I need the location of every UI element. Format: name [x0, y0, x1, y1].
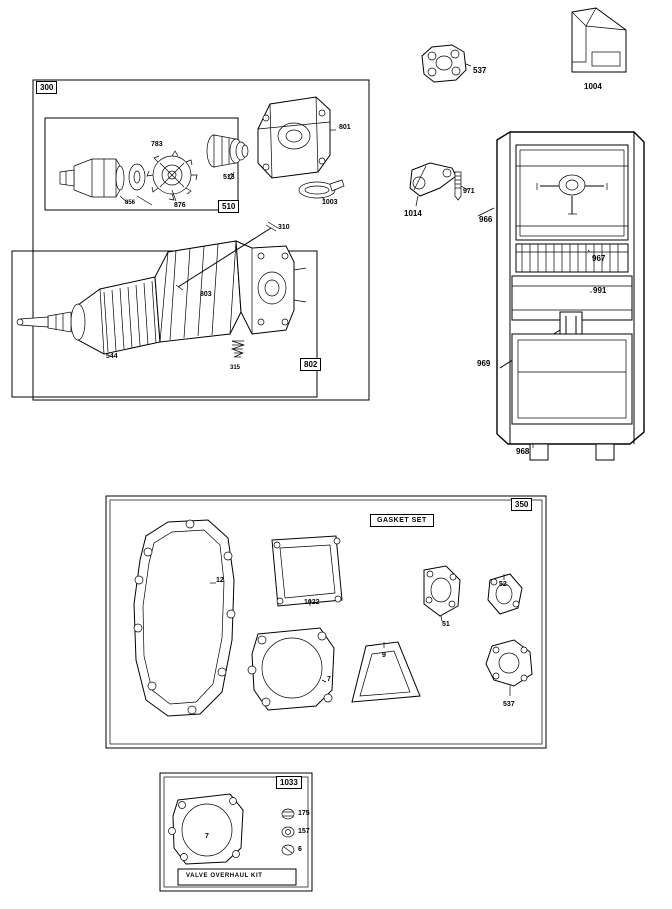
- callout-310: 310: [278, 224, 290, 231]
- callout-876: 876: [174, 202, 186, 209]
- callout-1014: 1014: [404, 209, 422, 218]
- callout-7-valve: 7: [205, 833, 209, 840]
- gasket-51: [424, 566, 460, 621]
- callout-175: 175: [298, 810, 310, 817]
- callout-6: 6: [298, 846, 302, 853]
- gasket-537-top: [422, 45, 471, 82]
- spring-315: [232, 341, 244, 357]
- callout-967: 967: [592, 254, 606, 263]
- valve-cover-gasket-1022: [272, 536, 342, 606]
- cylinder-head-gasket-7: [248, 628, 334, 710]
- callout-966: 966: [479, 215, 493, 224]
- callout-7-gasket: 7: [327, 676, 331, 683]
- valve-overhaul-kit-caption: VALVE OVERHAUL KIT: [186, 873, 263, 879]
- gasket-52: [488, 574, 522, 614]
- group-ref-802: 802: [300, 358, 321, 371]
- gasket-set-caption: GASKET SET: [370, 514, 434, 527]
- bracket-1004: [572, 8, 626, 72]
- gasket-537-lower: [486, 640, 532, 696]
- clamp-ring-1003: [299, 180, 344, 198]
- callout-513: 513: [223, 174, 235, 181]
- callout-971: 971: [463, 188, 475, 195]
- callout-803: 803: [200, 291, 212, 298]
- callout-315: 315: [230, 365, 241, 371]
- starter-drive-housing: [60, 159, 124, 197]
- group-ref-350: 350: [511, 498, 532, 511]
- valve-kit-small-parts: [282, 809, 294, 855]
- callout-1022: 1022: [304, 599, 320, 606]
- crankcase-gasket-12: [134, 520, 235, 716]
- gasket-9: [352, 642, 420, 702]
- callout-157: 157: [298, 828, 310, 835]
- callout-1004: 1004: [584, 82, 602, 91]
- pinion-gear: [147, 151, 197, 200]
- motor-end-housing: [236, 241, 306, 334]
- callout-1003: 1003: [322, 199, 338, 206]
- callout-537-top: 537: [473, 66, 487, 75]
- group-ref-510: 510: [218, 200, 239, 213]
- valve-kit-gasket-7: [169, 794, 244, 864]
- callout-9: 9: [382, 652, 386, 659]
- group-ref-300: 300: [36, 81, 57, 94]
- callout-991: 991: [593, 286, 607, 295]
- lever-1014: [410, 163, 456, 206]
- washer: [129, 164, 145, 190]
- screw-971: [455, 172, 468, 200]
- callout-12: 12: [216, 577, 224, 584]
- armature-544: [17, 277, 160, 354]
- callout-52: 52: [499, 581, 507, 588]
- starter-end-cap-801: [258, 97, 330, 178]
- motor-frame-803: [155, 241, 241, 342]
- callout-783: 783: [151, 141, 163, 148]
- starter-housing-assembly: [497, 132, 644, 460]
- callout-51: 51: [442, 621, 450, 628]
- callout-801: 801: [339, 124, 351, 131]
- callout-544: 544: [106, 353, 118, 360]
- callout-537-lower: 537: [503, 701, 515, 708]
- group-ref-1033: 1033: [276, 776, 302, 789]
- callout-969: 969: [477, 359, 491, 368]
- callout-856: 856: [125, 200, 136, 206]
- callout-968: 968: [516, 447, 530, 456]
